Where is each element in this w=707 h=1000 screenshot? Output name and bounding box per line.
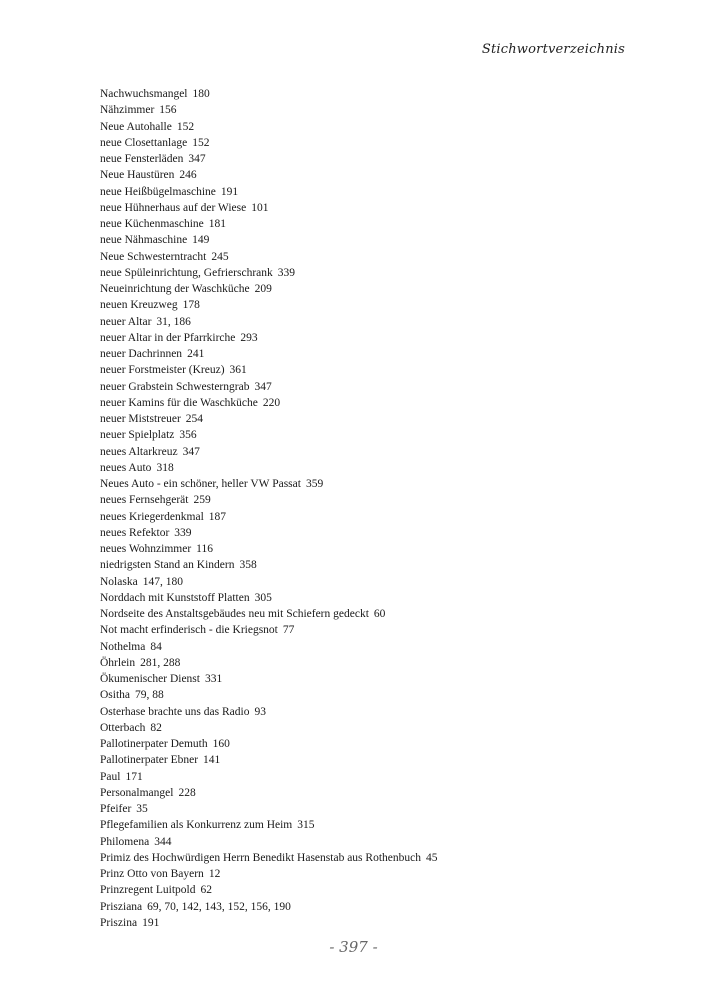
index-term: Prinzregent Luitpold [100,884,196,897]
page-number: - 397 - [329,938,378,956]
index-entry [100,216,660,232]
index-pages: 318 [156,461,174,474]
index-term: neue Fensterläden [100,153,184,165]
index-term: neues Refektor [100,526,170,539]
index-term: neuer Altar [100,315,152,328]
index-entry [100,346,660,362]
index-term: Nothelma [100,640,146,653]
index-pages: 77 [282,624,295,637]
index-pages: 171 [125,770,143,783]
index-pages: 259 [193,494,211,507]
index-term: neue Nähmaschine [100,234,188,247]
index-pages: 79, 88 [135,689,164,702]
index-term: neuer Miststreuer [100,413,181,425]
index-entry [100,574,660,590]
index-term: Prisziana [100,900,143,913]
index-term: Osterhase brachte uns das Radio [100,705,250,718]
index-entry [100,330,660,346]
index-pages: 180 [192,88,210,100]
index-entry [100,102,660,118]
index-pages: 147, 180 [142,575,183,588]
index-entry [100,752,660,768]
index-entry [100,119,660,135]
index-pages: 359 [305,478,324,490]
index-pages: 293 [240,331,258,344]
index-entry [100,671,660,687]
index-term: Pflegefamilien als Konkurrenz zum Heim [100,819,293,832]
index-pages: 35 [136,803,148,815]
index-pages: 187 [208,510,227,523]
index-term: neue Hühnerhaus auf der Wiese [100,201,247,214]
index-pages: 12 [208,868,221,880]
index-entry [100,86,660,102]
index-entry [100,200,660,216]
index-pages: 220 [262,396,281,409]
index-term: neues Altarkreuz [100,445,178,458]
index-pages: 241 [187,348,205,360]
index-entry [100,525,660,541]
index-term: Neue Schwesterntracht [100,250,207,263]
index-term: neue Küchenmaschine [100,218,204,230]
index-list [100,86,660,931]
index-entry [100,265,660,281]
index-entry [100,379,660,395]
index-term: Norddach mit Kunststoff Platten [100,591,250,604]
index-entry [100,736,660,752]
index-pages: 191 [220,185,239,198]
index-term: neue Heißbügelmaschine [100,185,216,198]
index-entry [100,801,660,817]
index-term: neuer Kamins für die Waschküche [100,396,258,409]
index-entry [100,687,660,703]
index-pages: 156 [159,104,177,117]
index-term: Personalmangel [100,786,174,799]
index-pages: 358 [239,559,257,572]
index-entry [100,297,660,313]
index-term: Pallotinerpater Demuth [100,738,208,750]
index-entry [100,281,660,297]
index-entry [100,704,660,720]
index-term: Paul [100,770,121,783]
index-pages: 347 [188,153,206,165]
index-term: Nachwuchsmangel [100,88,188,100]
index-pages: 209 [254,283,272,295]
index-pages: 347 [182,445,200,458]
index-term: Pfeifer [100,803,132,815]
index-pages: 305 [254,591,272,604]
index-entry [100,232,660,248]
index-pages: 152 [176,120,195,133]
index-pages: 152 [192,136,210,149]
index-pages: 347 [254,380,272,393]
index-pages: 361 [229,364,247,377]
index-entry [100,834,660,850]
index-term: Neues Auto - ein schöner, heller VW Passat [100,478,301,490]
index-term: neuen Kreuzweg [100,299,178,312]
index-pages: 228 [178,786,196,799]
index-entry [100,492,660,508]
index-term: Nähzimmer [100,104,155,117]
index-term: Neue Autohalle [100,120,172,133]
index-entry [100,314,660,330]
index-term: neuer Altar in der Pfarrkirche [100,331,236,344]
index-pages: 178 [182,299,200,312]
index-pages: 45 [425,851,438,864]
index-entry [100,622,660,638]
index-pages: 191 [142,916,160,929]
index-term: neuer Grabstein Schwesterngrab [100,380,250,393]
index-pages: 82 [150,721,162,734]
index-pages: 141 [203,754,221,767]
index-entry [100,899,660,915]
index-term: Nolaska [100,575,138,588]
index-term: neuer Dachrinnen [100,348,183,360]
index-entry [100,135,660,151]
index-entry [100,184,660,200]
index-entry [100,541,660,557]
index-pages: 101 [251,201,269,214]
index-term: Otterbach [100,721,146,734]
index-entry [100,866,660,882]
index-pages: 254 [185,413,204,425]
index-entry [100,476,660,492]
index-pages: 60 [373,608,386,620]
index-entry [100,509,660,525]
index-term: Prinz Otto von Bayern [100,868,204,880]
index-term: neue Closettanlage [100,136,188,149]
index-entry [100,590,660,606]
index-pages: 84 [150,640,162,653]
index-entry [100,411,660,427]
index-entry [100,557,660,573]
index-pages: 62 [200,884,212,897]
index-pages: 31, 186 [156,315,191,328]
index-term: neues Fernsehgerät [100,494,189,507]
index-term: Ositha [100,689,131,702]
index-pages: 160 [212,738,230,750]
index-term: Ökumenischer Dienst [100,673,200,685]
index-pages: 344 [154,835,172,848]
index-entry [100,427,660,443]
index-term: neues Wohnzimmer [100,543,192,555]
index-term: neuer Spielplatz [100,429,175,442]
index-term: Philomena [100,835,150,848]
index-pages: 356 [179,429,197,442]
index-pages: 149 [192,234,210,247]
index-entry [100,915,660,931]
index-entry [100,817,660,833]
index-pages: 116 [196,543,213,555]
index-pages: 331 [204,673,223,685]
index-pages: 246 [179,169,197,182]
index-entry [100,151,660,167]
index-pages: 181 [208,218,227,230]
index-pages: 245 [211,250,229,263]
index-entry [100,850,660,866]
index-term: neues Kriegerdenkmal [100,510,204,523]
index-entry [100,720,660,736]
index-pages: 315 [297,819,315,832]
index-term: Pallotinerpater Ebner [100,754,199,767]
index-pages: 281, 288 [140,656,181,669]
running-head-title: Stichwortverzeichnis [481,42,625,57]
index-entry [100,395,660,411]
index-entry [100,444,660,460]
index-entry [100,606,660,622]
index-term: Neueinrichtung der Waschküche [100,283,250,295]
index-term: Öhrlein [100,656,136,669]
index-entry [100,362,660,378]
index-entry [100,460,660,476]
index-term: neue Spüleinrichtung, Gefrierschrank [100,266,273,279]
index-entry [100,167,660,183]
index-pages: 339 [174,526,192,539]
index-term: Not macht erfinderisch - die Kriegsnot [100,624,278,637]
index-pages: 93 [254,705,266,718]
index-term: Primiz des Hochwürdigen Herrn Benedikt Hasenstab aus Rothenbuch [100,851,421,864]
index-term: Neue Haustüren [100,169,175,182]
index-term: Nordseite des Anstaltsgebäudes neu mit Schiefern gedeckt [100,608,369,620]
index-term: neues Auto [100,461,152,474]
index-entry [100,769,660,785]
index-entry [100,639,660,655]
index-entry [100,655,660,671]
index-entry [100,882,660,898]
index-term: neuer Forstmeister (Kreuz) [100,364,225,377]
index-pages: 339 [277,266,296,279]
index-term: niedrigsten Stand an Kindern [100,559,235,572]
index-term: Priszina [100,916,138,929]
index-entry [100,785,660,801]
index-entry [100,249,660,265]
index-pages: 69, 70, 142, 143, 152, 156, 190 [147,900,291,913]
